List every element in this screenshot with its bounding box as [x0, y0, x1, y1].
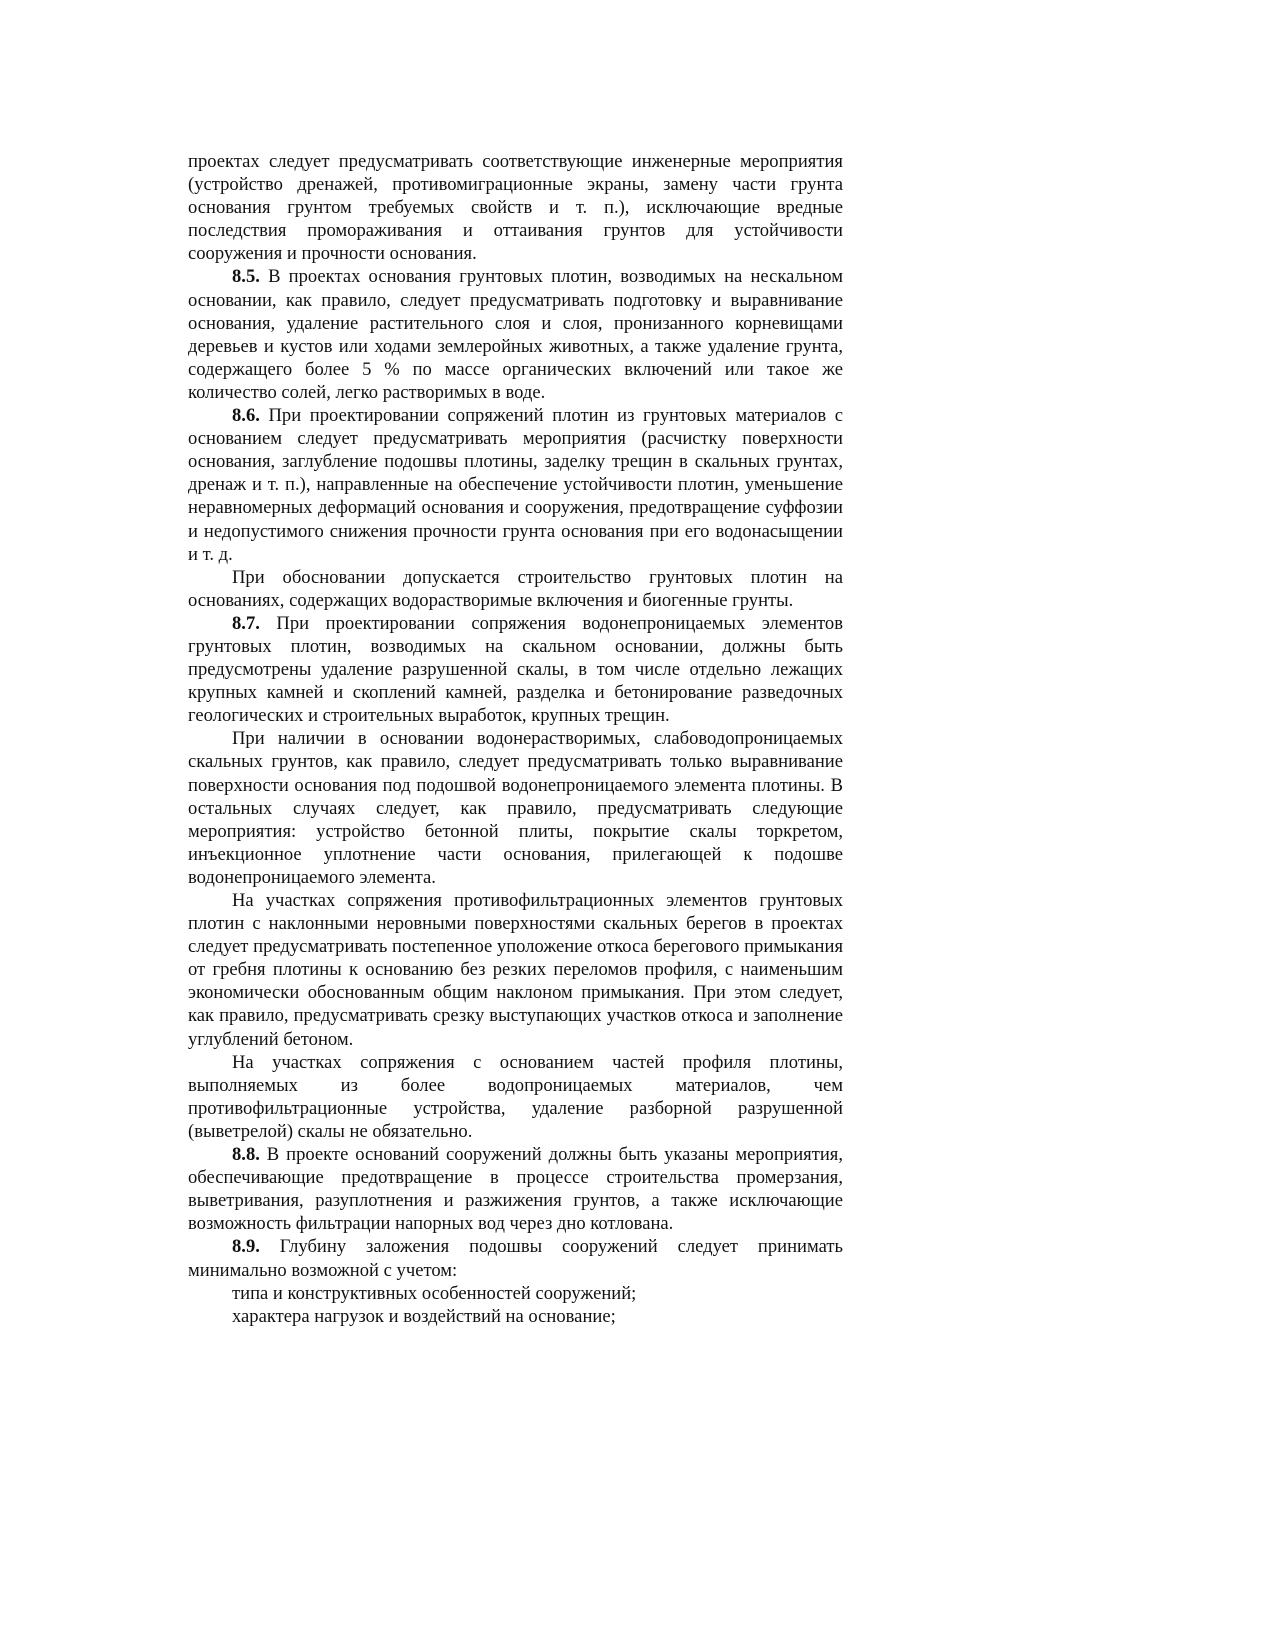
paragraph-8-8	[188, 1143, 843, 1235]
list-item	[188, 1305, 843, 1328]
paragraph-text: На участках сопряжения противофильтрационных элементов грунтовых плотин с наклонными неровными поверхностями скальных берегов в проектах следует предусматривать постепенное уположение откоса берегового примыкания от гребня плотины к основанию без резких переломов профиля, с наименьшим экономически обоснованным общим наклоном примыкания. При этом следует, как правило, предусматривать срезку выступающих участков откоса и заполнение углублений бетоном.	[188, 890, 843, 1050]
document-page	[188, 150, 843, 1328]
clause-number: 8.7.	[232, 612, 260, 634]
paragraph-8-5	[188, 265, 843, 404]
clause-number: 8.8.	[232, 1144, 260, 1166]
clause-number: 8.6.	[232, 405, 260, 427]
paragraph-8-6	[188, 404, 843, 566]
paragraph-8-7-permeable-parts	[188, 1051, 843, 1143]
paragraph-text: На участках сопряжения с основанием частей профиля плотины, выполняемых из более водопроницаемых материалов, чем противофильтрационные устройства, удаление разборной разрушенной (выветрелой) скалы не обязательно.	[188, 1051, 843, 1142]
clause-number: 8.5.	[232, 266, 260, 288]
list-item-text: типа и конструктивных особенностей сооружений;	[232, 1282, 637, 1304]
paragraph-text: При обосновании допускается строительство грунтовых плотин на основаниях, содержащих водорастворимые включения и биогенные грунты.	[188, 566, 843, 611]
paragraph-text: проектах следует предусматривать соответствующие инженерные мероприятия (устройство дренажей, противомиграционные экраны, замену части грунта основания грунтом требуемых свойств и т. п.), исключающие вредные последствия промораживания и оттаивания грунтов для устойчивости сооружения и прочности основания.	[188, 151, 843, 265]
paragraph-8-6-justification	[188, 566, 843, 612]
paragraph-text: Глубину заложения подошвы сооружений следует принимать минимально возможной с учетом:	[188, 1236, 843, 1281]
paragraph-8-9	[188, 1235, 843, 1281]
paragraph-text: В проекте оснований сооружений должны быть указаны мероприятия, обеспечивающие предотвращение в процессе строительства промерзания, выветривания, разуплотнения и разжижения грунтов, а также исключающие возможность фильтрации напорных вод через дно котлована.	[188, 1144, 843, 1235]
paragraph-text: В проектах основания грунтовых плотин, возводимых на нескальном основании, как правило, следует предусматривать подготовку и выравнивание основания, удаление растительного слоя и слоя, пронизанного корневищами деревьев и кустов или ходами землеройных животных, а также удаление грунта, содержащего более 5 % по массе органических включений или такое же количество солей, легко растворимых в воде.	[188, 266, 843, 403]
list-item-text: характера нагрузок и воздействий на основание;	[232, 1305, 616, 1327]
paragraph-continuation	[188, 150, 843, 265]
paragraph-text: При проектировании сопряжений плотин из грунтовых материалов с основанием следует предусматривать мероприятия (расчистку поверхности основания, заглубление подошвы плотины, заделку трещин в скальных грунтах, дренаж и т. п.), направленные на обеспечение устойчивости плотин, уменьшение неравномерных деформаций основания и сооружения, предотвращение суффозии и недопустимого снижения прочности грунта основания при его водонасыщении и т. д.	[188, 405, 843, 565]
paragraph-8-7-banks	[188, 889, 843, 1051]
paragraph-8-7	[188, 612, 843, 727]
paragraph-text: При наличии в основании водонерастворимых, слабоводопроницаемых скальных грунтов, как правило, следует предусматривать только выравнивание поверхности основания под подошвой водонепроницаемого элемента плотины. В остальных случаях следует, как правило, предусматривать следующие мероприятия: устройство бетонной плиты, покрытие скалы торкретом, инъекционное уплотнение части основания, прилегающей к подошве водонепроницаемого элемента.	[188, 728, 843, 888]
list-item	[188, 1282, 843, 1305]
paragraph-text: При проектировании сопряжения водонепроницаемых элементов грунтовых плотин, возводимых на скальном основании, должны быть предусмотрены удаление разрушенной скалы, в том числе отдельно лежащих крупных камней и скоплений камней, разделка и бетонирование разведочных геологических и строительных выработок, крупных трещин.	[188, 612, 843, 727]
paragraph-8-7-rock-foundation	[188, 727, 843, 889]
clause-number: 8.9.	[232, 1236, 260, 1258]
